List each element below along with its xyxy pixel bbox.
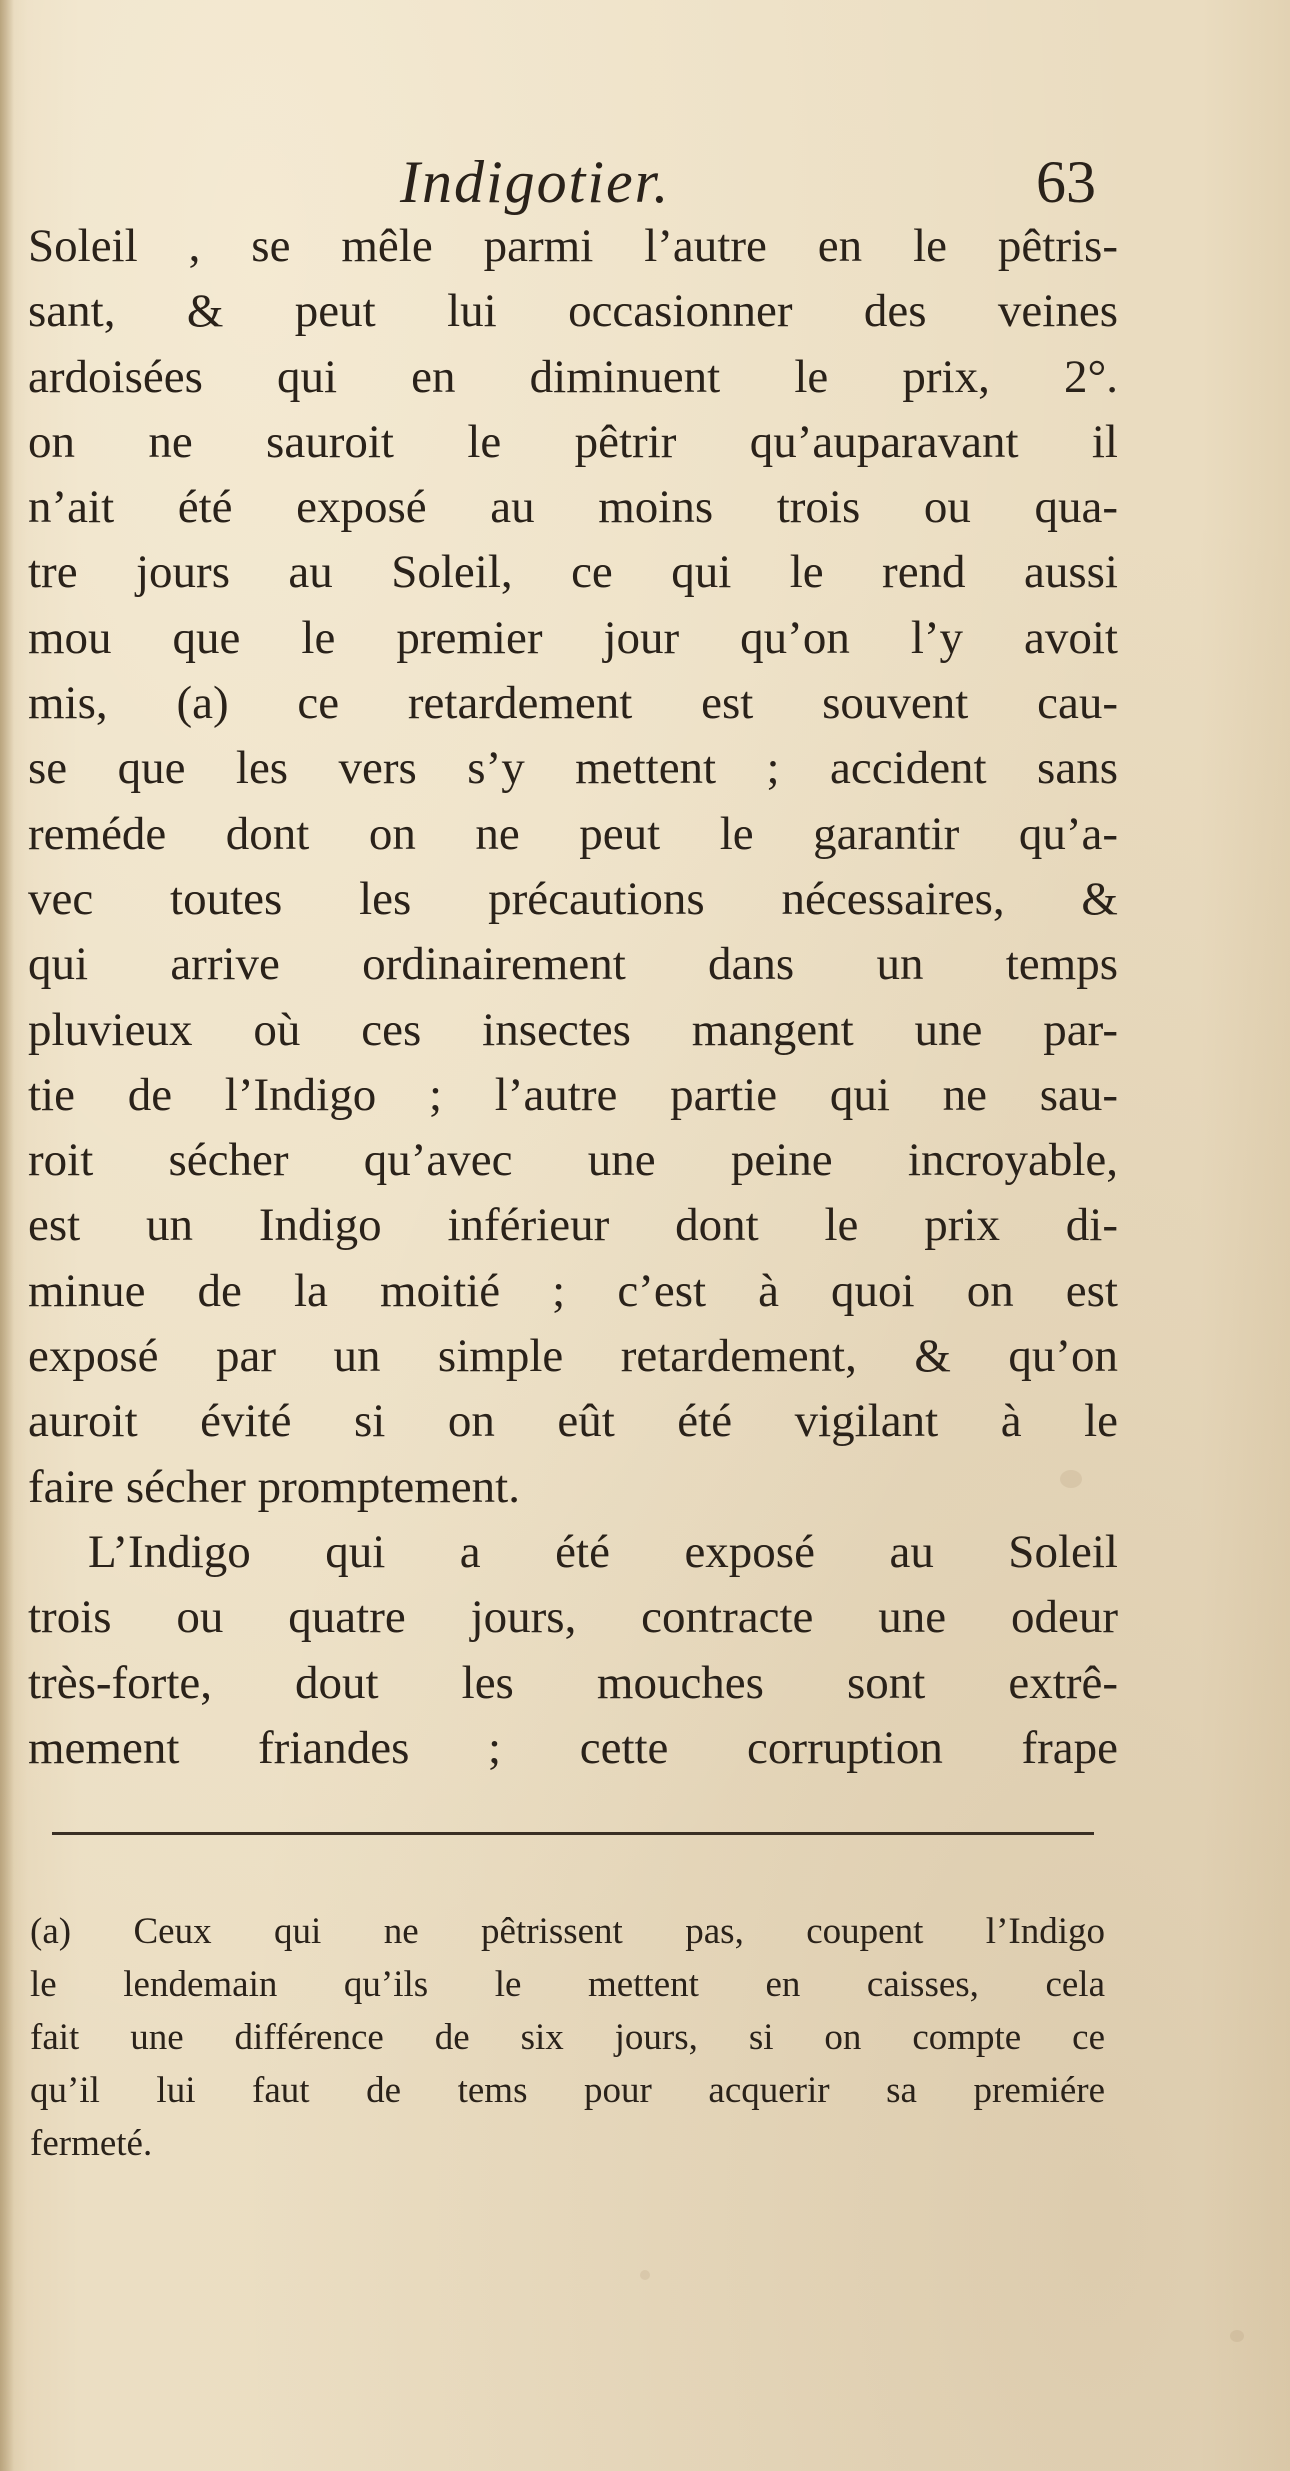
text-line: mou que le premier jour qu’on l’y avoit — [28, 611, 1118, 664]
footnote-line: fait une différence de six jours, si on compte ce — [30, 2017, 1105, 2058]
text-line: se que les vers s’y mettent ; accident sans — [28, 742, 1118, 795]
text-line: ardoisées qui en diminuent le prix, 2°. — [28, 350, 1118, 403]
text-line: tre jours au Soleil, ce qui le rend aussi — [28, 546, 1118, 599]
text-line: roit sécher qu’avec une peine incroyable, — [28, 1134, 1118, 1187]
binding-edge — [0, 0, 14, 2471]
text-line: vec toutes les précautions nécessaires, & — [28, 872, 1118, 925]
page-number: 63 — [1036, 149, 1096, 215]
footnote-line: fermeté. — [30, 2123, 153, 2164]
page-header — [0, 148, 1290, 218]
footnote-line: le lendemain qu’ils le mettent en caisses, cela — [30, 1964, 1105, 2005]
paper-stain — [1230, 2330, 1244, 2342]
body-text — [28, 214, 1118, 1781]
running-title: Indigotier. — [400, 149, 671, 215]
footnote-rule — [52, 1832, 1094, 1835]
text-line: est un Indigo inférieur dont le prix di- — [28, 1199, 1118, 1252]
text-line: pluvieux où ces insectes mangent une par- — [28, 1003, 1118, 1056]
text-line: n’ait été exposé au moins trois ou qua- — [28, 481, 1118, 534]
text-line: minue de la moitié ; c’est à quoi on est — [28, 1264, 1118, 1317]
footnote — [30, 1905, 1105, 2170]
text-line: très-forte, dout les mouches sont extrê- — [28, 1656, 1118, 1709]
text-line: Soleil , se mêle parmi l’autre en le pêtris- — [28, 220, 1118, 272]
text-line: on ne sauroit le pêtrir qu’auparavant il — [28, 415, 1118, 468]
footnote-line: qu’il lui faut de tems pour acquerir sa premiére — [30, 2070, 1105, 2111]
text-line: reméde dont on ne peut le garantir qu’a- — [28, 807, 1118, 860]
paper-stain — [640, 2270, 650, 2280]
text-line: L’Indigo qui a été exposé au Soleil — [88, 1525, 1118, 1578]
text-line: trois ou quatre jours, contracte une odeur — [28, 1591, 1118, 1644]
text-line: faire sécher promptement. — [28, 1460, 520, 1513]
footnote-line: (a) Ceux qui ne pêtrissent pas, coupent l’Indigo — [30, 1911, 1105, 1952]
text-line: qui arrive ordinairement dans un temps — [28, 938, 1118, 991]
text-line: mis, (a) ce retardement est souvent cau- — [28, 677, 1118, 730]
text-line: mement friandes ; cette corruption frape — [28, 1721, 1118, 1774]
text-line: exposé par un simple retardement, & qu’on — [28, 1330, 1118, 1383]
text-line: tie de l’Indigo ; l’autre partie qui ne sau- — [28, 1068, 1118, 1121]
text-line: sant, & peut lui occasionner des veines — [28, 285, 1118, 338]
text-line: auroit évité si on eût été vigilant à le — [28, 1395, 1118, 1448]
